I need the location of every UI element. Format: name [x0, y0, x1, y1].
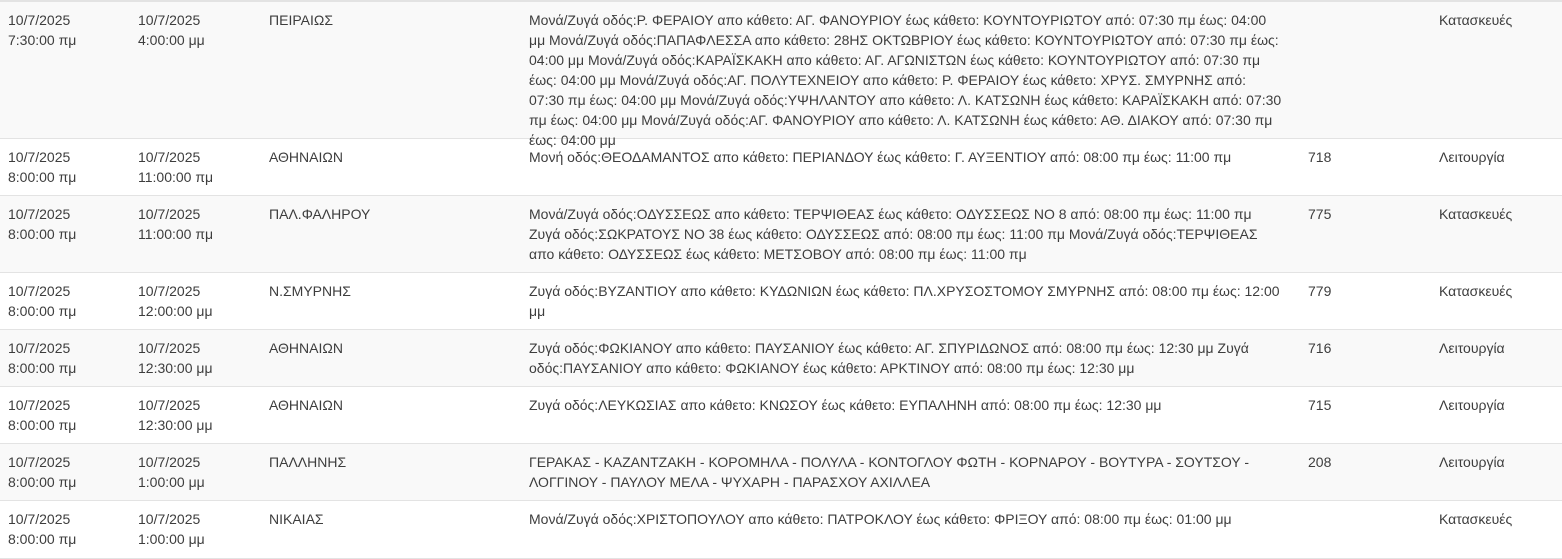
line-number: 775: [1308, 206, 1332, 222]
line-number: [1300, 2, 1431, 150]
line-number: 779: [1308, 283, 1332, 299]
start-datetime: 10/7/2025 8:00:00 πμ: [8, 149, 77, 185]
start-datetime: 10/7/2025 8:00:00 πμ: [8, 206, 77, 242]
end-datetime: 10/7/2025 4:00:00 μμ: [138, 12, 205, 48]
municipality: ΑΘΗΝΑΙΩΝ: [269, 397, 343, 413]
municipality: ΠΑΛ.ΦΑΛΗΡΟΥ: [269, 206, 371, 222]
municipality: Ν.ΣΜΥΡΝΗΣ: [269, 283, 351, 299]
table-row: [0, 387, 1562, 444]
line-number: 208: [1308, 454, 1332, 470]
start-datetime: 10/7/2025 8:00:00 πμ: [8, 283, 77, 319]
work-type: Κατασκευές: [1439, 511, 1513, 527]
end-datetime: 10/7/2025 12:30:00 μμ: [138, 340, 213, 376]
end-datetime: 10/7/2025 11:00:00 πμ: [138, 149, 214, 185]
start-datetime: 10/7/2025 8:00:00 πμ: [8, 511, 77, 547]
line-number: 716: [1308, 340, 1332, 356]
start-datetime: 10/7/2025 8:00:00 πμ: [8, 340, 77, 376]
work-type: Κατασκευές: [1439, 12, 1513, 28]
work-type: Λειτουργία: [1439, 340, 1505, 356]
start-datetime: 10/7/2025 8:00:00 πμ: [8, 397, 77, 433]
work-type: Λειτουργία: [1439, 397, 1505, 413]
table-row: [0, 196, 1562, 273]
route-description: Μονή οδός:ΘΕΟΔΑΜΑΝΤΟΣ απο κάθετο: ΠΕΡΙΑΝΔΟΥ έως κάθετο: Γ. ΑΥΞΕΝΤΙΟΥ από: 08:00 πμ έως: 11:00 πμ: [529, 149, 1232, 165]
route-description: Μονά/Ζυγά οδός:Ρ. ΦΕΡΑΙΟΥ απο κάθετο: ΑΓ. ΦΑΝΟΥΡΙΟΥ έως κάθετο: ΚΟΥΝΤΟΥΡΙΩΤΟΥ από: 07:30 πμ έως: 04:00 μμ Μονά/Ζυγά οδός:ΠΑΠΑΦΛΕΣΣΑ απο κάθετο: 28ΗΣ ΟΚΤΩΒΡΙΟΥ έως κάθετο: ΚΟΥΝΤΟΥΡΙΩΤΟΥ από: 07:30 πμ έως: 04:00 μμ Μονά/Ζυγά οδός:ΚΑΡΑΪΣΚΑΚΗ απο κάθετο: ΑΓ. ΑΓΩΝΙΣΤΩΝ έως κάθετο: ΚΟΥΝΤΟΥΡΙΩΤΟΥ από: 07:30 πμ έως: 04:00 μμ Μονά/Ζυγά οδός:ΑΓ. ΠΟΛΥΤΕΧΝΕΙΟΥ απο κάθετο: Ρ. ΦΕΡΑΙΟΥ έως κάθετο: ΧΡΥΣ. ΣΜΥΡΝΗΣ από: 07:30 πμ έως: 04:00 μμ Μονά/Ζυγά οδός:ΥΨΗΛΑΝΤΟΥ απο κάθετο: Λ. ΚΑΤΣΩΝΗ έως κάθετο: ΚΑΡΑΪΣΚΑΚΗ από: 07:30 πμ έως: 04:00 μμ Μονά/Ζυγά οδός:ΑΓ. ΦΑΝΟΥΡΙΟΥ απο κάθετο: Λ. ΚΑΤΣΩΝΗ έως κάθετο: ΑΘ. ΔΙΑΚΟΥ από: 07:30 πμ έως: 04:00 μμ: [529, 12, 1282, 148]
municipality: ΝΙΚΑΙΑΣ: [269, 511, 324, 527]
table-row: [0, 330, 1562, 387]
end-datetime: 10/7/2025 1:00:00 μμ: [138, 454, 205, 490]
table-row: [0, 139, 1562, 196]
route-description: Ζυγά οδός:ΦΩΚΙΑΝΟΥ απο κάθετο: ΠΑΥΣΑΝΙΟΥ έως κάθετο: ΑΓ. ΣΠΥΡΙΔΩΝΟΣ από: 08:00 πμ έως: 12:30 μμ Ζυγά οδός:ΠΑΥΣΑΝΙΟΥ απο κάθετο: ΦΩΚΙΑΝΟΥ έως κάθετο: ΑΡΚΤΙΝΟΥ από: 08:00 πμ έως: 12:30 μμ: [529, 340, 1249, 376]
work-type: Κατασκευές: [1439, 206, 1513, 222]
line-number: [1300, 501, 1431, 558]
route-description: Ζυγά οδός:ΒΥΖΑΝΤΙΟΥ απο κάθετο: ΚΥΔΩΝΙΩΝ έως κάθετο: ΠΛ.ΧΡΥΣΟΣΤΟΜΟΥ ΣΜΥΡΝΗΣ από: 08:00 πμ έως: 12:00 μμ: [529, 283, 1280, 319]
end-datetime: 10/7/2025 11:00:00 πμ: [138, 206, 214, 242]
end-datetime: 10/7/2025 1:00:00 μμ: [138, 511, 205, 547]
route-description: Μονά/Ζυγά οδός:ΧΡΙΣΤΟΠΟΥΛΟΥ απο κάθετο: ΠΑΤΡΟΚΛΟΥ έως κάθετο: ΦΡΙΞΟΥ από: 08:00 πμ έως: 01:00 μμ: [529, 511, 1232, 527]
municipality: ΑΘΗΝΑΙΩΝ: [269, 149, 343, 165]
municipality: ΠΕΙΡΑΙΩΣ: [269, 12, 333, 28]
table-row: [0, 2, 1562, 148]
route-description: Ζυγά οδός:ΛΕΥΚΩΣΙΑΣ απο κάθετο: ΚΝΩΣΟΥ έως κάθετο: ΕΥΠΑΛΗΝΗ από: 08:00 πμ έως: 12:30 μμ: [529, 397, 1162, 413]
route-description: ΓΕΡΑΚΑΣ - ΚΑΖΑΝΤΖΑΚΗ - ΚΟΡΟΜΗΛΑ - ΠΟΛΥΛΑ - ΚΟΝΤΟΓΛΟΥ ΦΩΤΗ - ΚΟΡΝΑΡΟΥ - ΒΟΥΤΥΡΑ - ΣΟΥΤΣΟΥ - ΛΟΓΓΙΝΟΥ - ΠΑΥΛΟΥ ΜΕΛΑ - ΨΥΧΑΡΗ - ΠΑΡΑΣΧΟΥ ΑΧΙΛΛΕΑ: [529, 454, 1249, 490]
end-datetime: 10/7/2025 12:00:00 μμ: [138, 283, 213, 319]
work-type: Κατασκευές: [1439, 283, 1513, 299]
table-row: [0, 273, 1562, 330]
start-datetime: 10/7/2025 7:30:00 πμ: [8, 12, 77, 48]
line-number: 718: [1308, 149, 1332, 165]
work-type: Λειτουργία: [1439, 149, 1505, 165]
start-datetime: 10/7/2025 8:00:00 πμ: [8, 454, 77, 490]
end-datetime: 10/7/2025 12:30:00 μμ: [138, 397, 213, 433]
line-number: 715: [1308, 397, 1332, 413]
route-description: Μονά/Ζυγά οδός:ΟΔΥΣΣΕΩΣ απο κάθετο: ΤΕΡΨΙΘΕΑΣ έως κάθετο: ΟΔΥΣΣΕΩΣ ΝΟ 8 από: 08:00 πμ έως: 11:00 πμ Ζυγά οδός:ΣΩΚΡΑΤΟΥΣ ΝΟ 38 έως κάθετο: ΟΔΥΣΣΕΩΣ από: 08:00 πμ έως: 11:00 πμ Μονά/Ζυγά οδός:ΤΕΡΨΙΘΕΑΣ απο κάθετο: ΟΔΥΣΣΕΩΣ έως κάθετο: ΜΕΤΣΟΒΟΥ από: 08:00 πμ έως: 11:00 πμ: [529, 206, 1258, 262]
municipality: ΠΑΛΛΗΝΗΣ: [269, 454, 347, 470]
table-row: [0, 444, 1562, 501]
municipality: ΑΘΗΝΑΙΩΝ: [269, 340, 343, 356]
work-type: Λειτουργία: [1439, 454, 1505, 470]
table-row: [0, 501, 1562, 559]
